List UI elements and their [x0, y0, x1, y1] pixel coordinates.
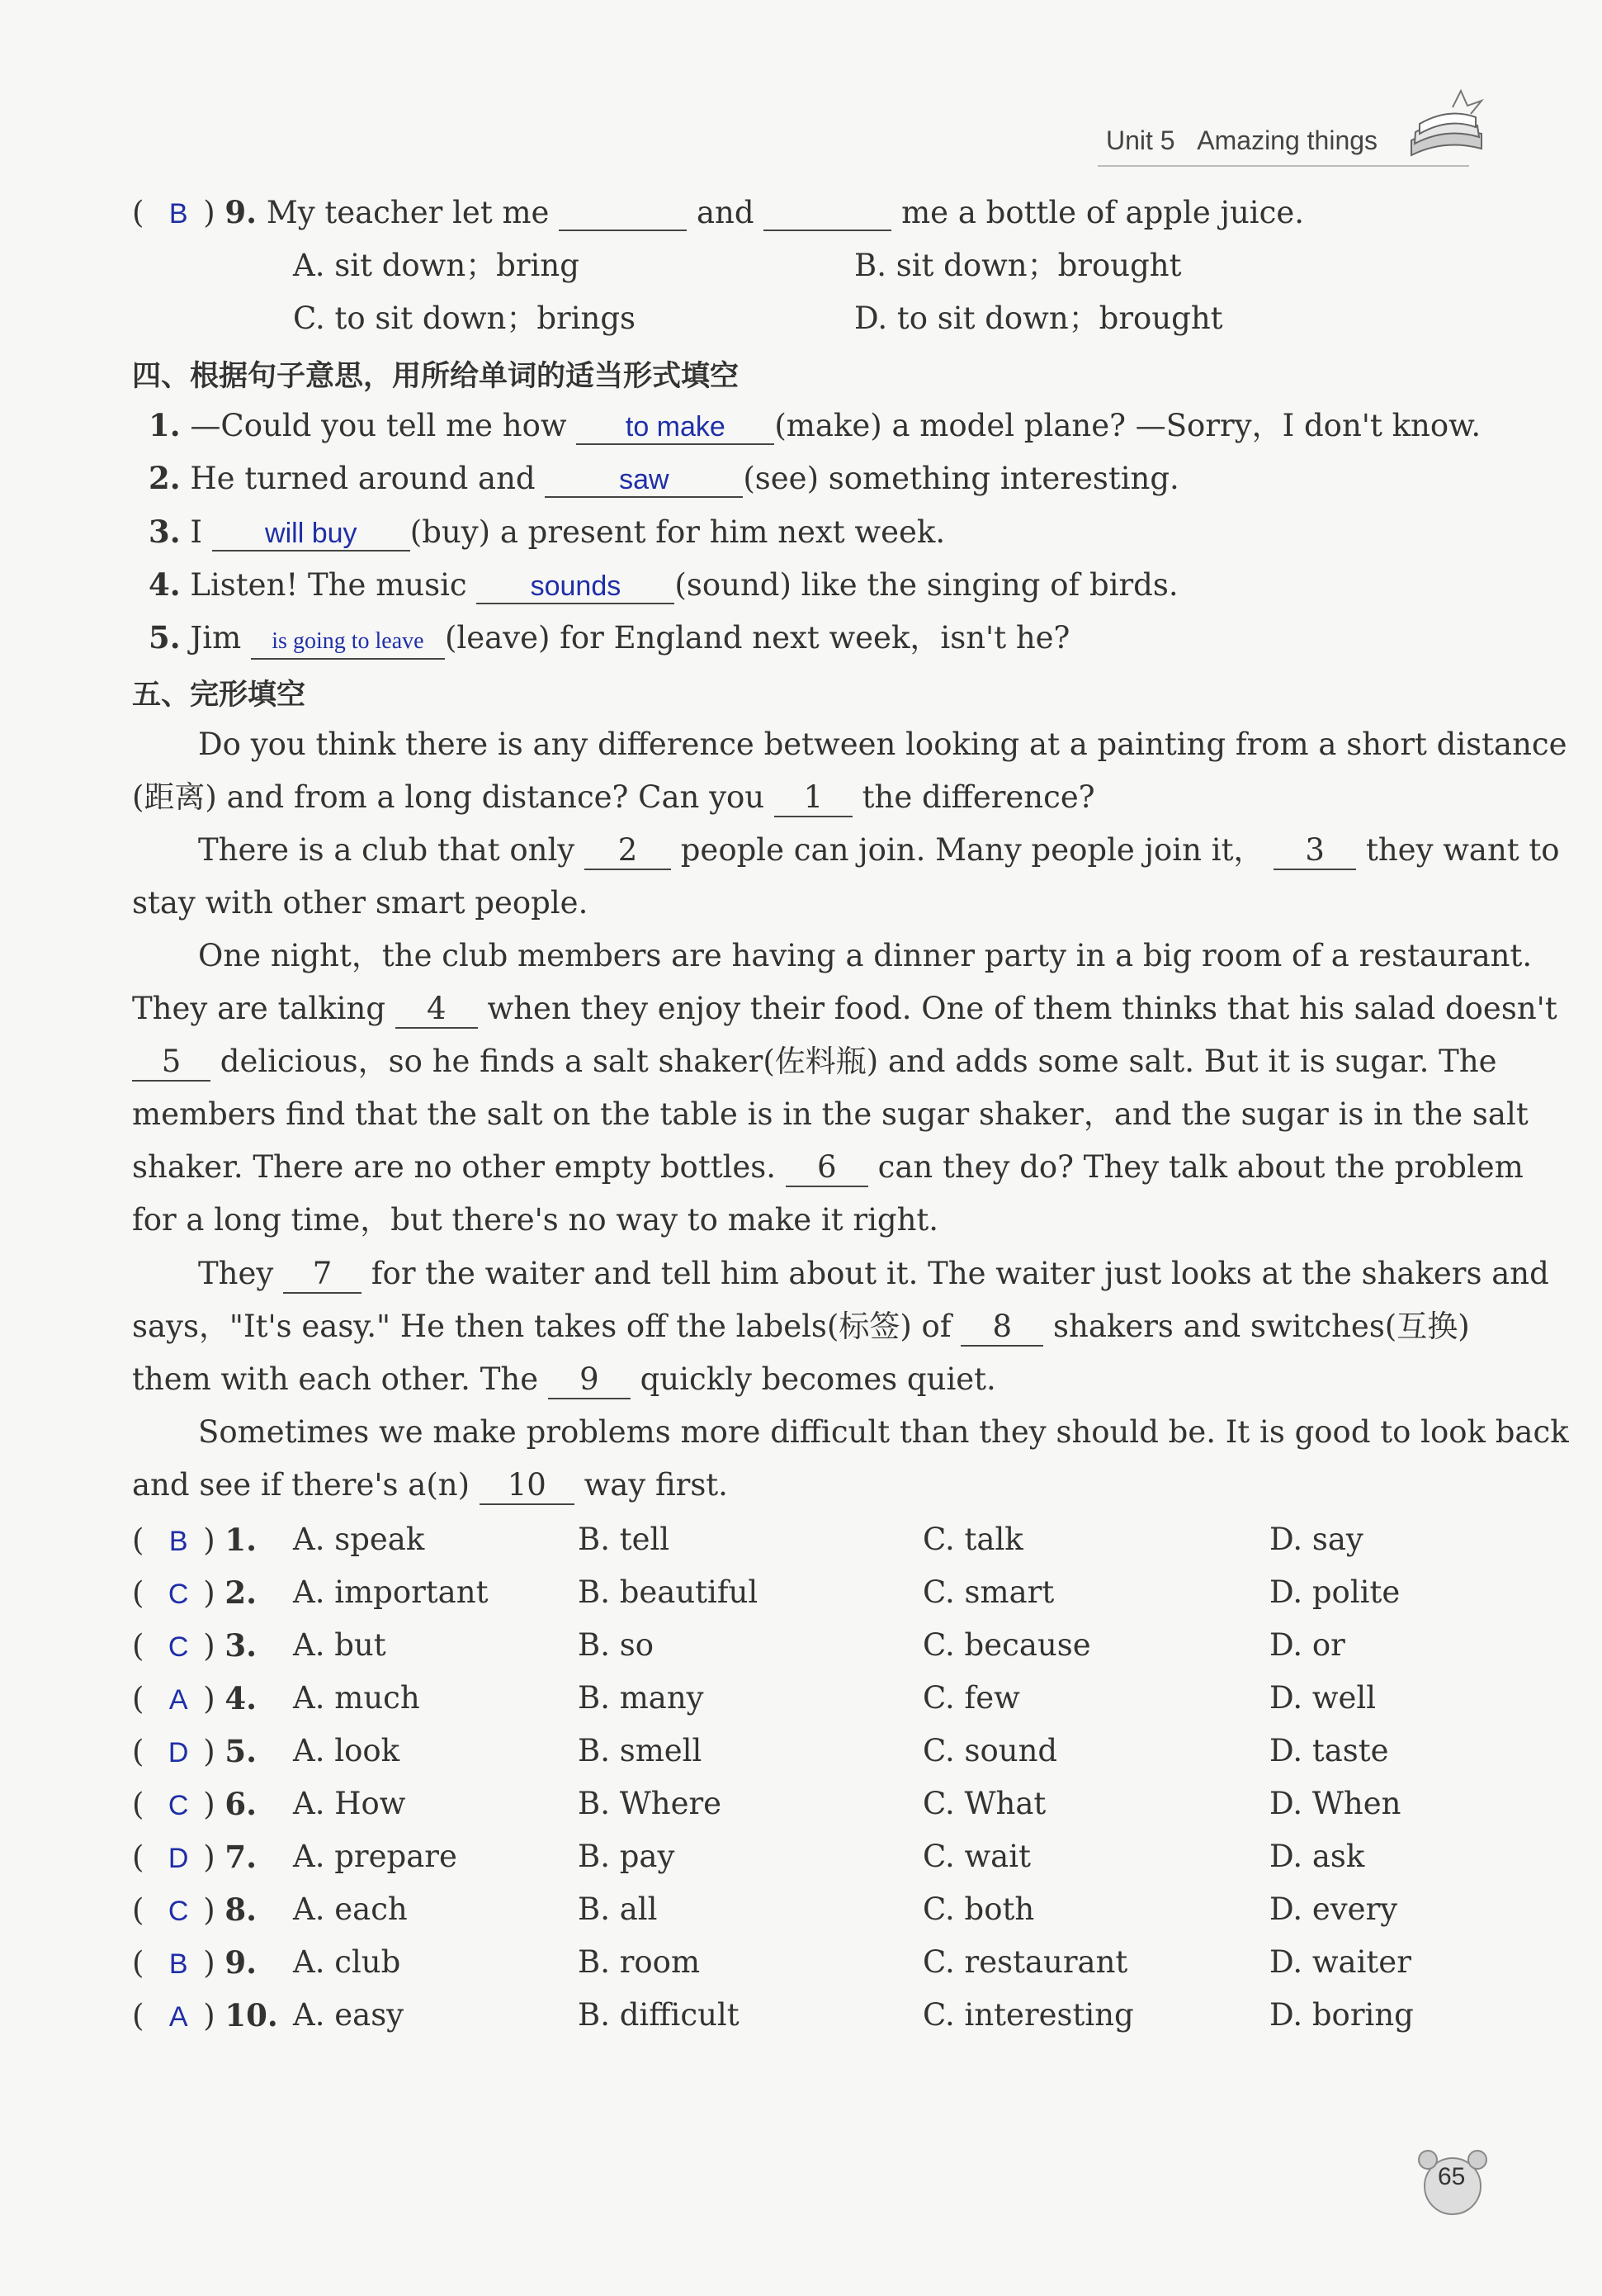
choice-option-d[interactable]: D. every — [1269, 1891, 1398, 1927]
q9-num: 9. — [224, 194, 258, 230]
blank-5[interactable]: 5 — [132, 1044, 210, 1082]
choice-option-a[interactable]: A. each — [293, 1891, 408, 1927]
blank-4[interactable]: 4 — [395, 991, 478, 1029]
p3-line4: members find that the salt on the table is in the sugar shaker，and the sugar is in the salt — [132, 1096, 1529, 1132]
choice-row: ( B ) 1. — [132, 1522, 269, 1560]
choice-option-d[interactable]: D. boring — [1269, 1997, 1414, 2033]
s4-item-4 — [149, 566, 1179, 604]
p4-line2 — [132, 1309, 1470, 1347]
choice-num: 5. — [224, 1733, 258, 1769]
choice-num: 3. — [224, 1627, 258, 1664]
s4-item-5 — [149, 619, 1070, 660]
choice-num: 4. — [224, 1680, 258, 1716]
choice-option-a[interactable]: A. speak — [293, 1522, 425, 1557]
choice-row: ( A ) 10. — [132, 1997, 278, 2033]
choice-num: 1. — [224, 1522, 258, 1558]
choice-answer[interactable]: C — [168, 1579, 189, 1610]
choice-option-c[interactable]: C. interesting — [923, 1997, 1134, 2033]
blank-7[interactable]: 7 — [283, 1256, 362, 1294]
choice-option-d[interactable]: D. say — [1269, 1522, 1363, 1557]
blank-8[interactable]: 8 — [961, 1309, 1043, 1347]
choice-num: 10. — [224, 1997, 278, 2033]
s4-num-1: 1. — [149, 407, 181, 443]
p4-line3-b: quickly becomes quiet. — [640, 1361, 996, 1397]
choice-option-c[interactable]: C. smart — [923, 1574, 1055, 1610]
q9-text-c: me a bottle of apple juice. — [901, 195, 1304, 230]
choice-option-d[interactable]: D. When — [1269, 1786, 1401, 1821]
choice-answer[interactable]: C — [168, 1790, 189, 1821]
s4-item-1 — [149, 407, 1481, 445]
p3-line2 — [132, 991, 1557, 1029]
s4-num-2: 2. — [149, 460, 181, 496]
choice-option-d[interactable]: D. or — [1269, 1627, 1345, 1663]
s4-pre-5: Jim — [190, 620, 242, 656]
p1-line2-b: the difference? — [862, 779, 1095, 815]
choice-option-c[interactable]: C. talk — [923, 1522, 1023, 1557]
choice-row: ( C ) 2. — [132, 1574, 269, 1612]
choice-row: ( C ) 8. — [132, 1891, 269, 1929]
choice-option-a[interactable]: A. How — [293, 1786, 406, 1821]
p4-line3 — [132, 1361, 996, 1399]
q9-answer[interactable]: B — [168, 198, 188, 230]
choice-option-b[interactable]: B. many — [578, 1680, 704, 1716]
choice-answer[interactable]: D — [168, 1737, 189, 1768]
unit-title: Amazing things — [1197, 125, 1378, 155]
s4-pre-4: Listen! The music — [190, 567, 467, 603]
choice-option-b[interactable]: B. all — [578, 1891, 658, 1927]
choice-option-a[interactable]: A. important — [293, 1574, 489, 1610]
choice-row: ( A ) 4. — [132, 1680, 269, 1718]
s4-item-2 — [149, 460, 1179, 498]
blank-9[interactable]: 9 — [548, 1361, 631, 1399]
choice-row: ( C ) 3. — [132, 1627, 269, 1665]
p3-line3 — [132, 1044, 1497, 1082]
p3-line6: for a long time，but there's no way to make it right. — [132, 1202, 939, 1238]
choice-option-a[interactable]: A. much — [293, 1680, 420, 1716]
p5-line2 — [132, 1467, 728, 1505]
q9-text-a: My teacher let me — [266, 195, 550, 230]
s4-num-3: 3. — [149, 514, 181, 550]
q9-option-c: C. to sit down；brings — [293, 301, 636, 336]
p2-line1-a: There is a club that only — [198, 832, 575, 868]
choice-option-c[interactable]: C. both — [923, 1891, 1035, 1927]
book-icon — [1403, 83, 1494, 165]
p2-line2: stay with other smart people. — [132, 885, 588, 921]
s4-answer-3[interactable]: will buy — [212, 517, 410, 552]
choice-option-a[interactable]: A. club — [293, 1944, 401, 1980]
s4-answer-4[interactable]: sounds — [476, 570, 674, 604]
choice-option-a[interactable]: A. easy — [293, 1997, 404, 2033]
choice-answer[interactable]: A — [168, 1684, 188, 1716]
p1-line1: Do you think there is any difference between looking at a painting from a short distance — [198, 727, 1567, 762]
choice-answer[interactable]: B — [168, 1948, 188, 1980]
choice-row: ( D ) 7. — [132, 1839, 269, 1877]
choice-option-b[interactable]: B. pay — [578, 1839, 675, 1874]
p3-line5-a: shaker. There are no other empty bottles. — [132, 1149, 777, 1185]
s4-item-3 — [149, 514, 945, 552]
choice-option-a[interactable]: A. but — [293, 1627, 386, 1663]
header-rule — [1098, 165, 1469, 167]
s4-answer-1[interactable]: to make — [576, 410, 774, 445]
p3-line2-a: They are talking — [132, 991, 386, 1026]
p2-line1-c: they want to — [1365, 832, 1560, 868]
choice-answer[interactable]: C — [168, 1631, 189, 1663]
p4-line1 — [198, 1256, 1549, 1294]
s4-pre-1: —Could you tell me how — [190, 408, 567, 443]
choice-num: 9. — [224, 1944, 258, 1981]
choice-option-c[interactable]: C. few — [923, 1680, 1020, 1716]
choice-row: ( B ) 9. — [132, 1944, 269, 1982]
p2-line1 — [198, 832, 1560, 870]
choice-option-b[interactable]: B. Where — [578, 1786, 722, 1821]
choice-option-b[interactable]: B. room — [578, 1944, 701, 1980]
blank-2[interactable]: 2 — [584, 832, 671, 870]
s4-post-1: (make) a model plane? —Sorry，I don't know. — [774, 408, 1481, 443]
p4-line2-a: says，"It's easy." He then takes off the labels(标签) of — [132, 1309, 952, 1344]
p5-line1: Sometimes we make problems more difficult than they should be. It is good to look back — [198, 1414, 1569, 1450]
p3-line5-b: can they do? They talk about the problem — [877, 1149, 1524, 1185]
choice-row: ( D ) 5. — [132, 1733, 269, 1771]
p3-line2-b: when they enjoy their food. One of them thinks that his salad doesn't — [487, 991, 1557, 1026]
blank-3[interactable]: 3 — [1274, 832, 1356, 870]
choice-num: 7. — [224, 1839, 258, 1875]
q9-option-b: B. sit down；brought — [854, 248, 1182, 283]
choice-option-c[interactable]: C. sound — [923, 1733, 1058, 1768]
p1-line2 — [132, 779, 1095, 817]
choice-option-d[interactable]: D. well — [1269, 1680, 1377, 1716]
s4-post-5: (leave) for England next week，isn't he? — [444, 620, 1070, 656]
choice-answer[interactable]: C — [168, 1896, 189, 1927]
s4-num-5: 5. — [149, 619, 181, 656]
p4-line1-a: They — [198, 1256, 274, 1291]
p3-line1: One night，the club members are having a dinner party in a big room of a restaurant. — [198, 938, 1533, 973]
p5-line2-a: and see if there's a(n) — [132, 1467, 470, 1503]
blank-10[interactable]: 10 — [480, 1467, 574, 1505]
s4-answer-5[interactable]: is going to leave — [251, 625, 445, 660]
blank-1[interactable]: 1 — [774, 779, 853, 817]
q9-blank-1[interactable] — [559, 196, 687, 231]
s4-post-3: (buy) a present for him next week. — [409, 514, 946, 550]
choice-option-d[interactable]: D. polite — [1269, 1574, 1401, 1610]
choice-option-b[interactable]: B. tell — [578, 1522, 670, 1557]
q9-text-b: and — [696, 195, 754, 230]
choice-option-b[interactable]: B. difficult — [578, 1997, 740, 2033]
choice-num: 8. — [224, 1891, 258, 1928]
choice-option-c[interactable]: C. What — [923, 1786, 1047, 1821]
choice-option-b[interactable]: B. so — [578, 1627, 654, 1663]
q9-row: ( B ) 9. My teacher let me and me a bottle of apple juice. — [132, 194, 1304, 230]
choice-option-c[interactable]: C. wait — [923, 1839, 1031, 1874]
section5-title: 五、完形填空 — [132, 679, 306, 712]
choice-option-c[interactable]: C. restaurant — [923, 1944, 1128, 1980]
p4-line3-a: them with each other. The — [132, 1361, 539, 1397]
unit-label: Unit 5 — [1106, 125, 1175, 155]
choice-answer[interactable]: B — [168, 1526, 188, 1557]
choice-option-d[interactable]: D. waiter — [1269, 1944, 1411, 1980]
s4-num-4: 4. — [149, 566, 181, 603]
p5-line2-b: way first. — [584, 1467, 728, 1503]
choice-option-c[interactable]: C. because — [923, 1627, 1091, 1663]
p4-line1-b: for the waiter and tell him about it. The waiter just looks at the shakers and — [371, 1256, 1549, 1291]
p4-line2-b: shakers and switches(互换) — [1053, 1309, 1470, 1344]
choice-num: 2. — [224, 1574, 258, 1611]
q9-option-a: A. sit down；bring — [293, 248, 579, 283]
choice-option-a[interactable]: A. prepare — [293, 1839, 457, 1874]
choice-option-d[interactable]: D. taste — [1269, 1733, 1389, 1768]
q9-blank-2[interactable] — [763, 196, 891, 231]
choice-num: 6. — [224, 1786, 258, 1822]
choice-answer[interactable]: A — [168, 2001, 188, 2033]
s4-pre-3: I — [190, 514, 203, 550]
blank-6[interactable]: 6 — [786, 1149, 868, 1187]
choice-answer[interactable]: D — [168, 1843, 189, 1874]
choice-row: ( C ) 6. — [132, 1786, 269, 1824]
section4-title: 四、根据句子意思，用所给单词的适当形式填空 — [132, 360, 740, 393]
choice-option-b[interactable]: B. beautiful — [578, 1574, 758, 1610]
s4-post-2: (see) something interesting. — [743, 461, 1179, 496]
page-number: 65 — [1438, 2163, 1466, 2190]
p3-line3-text: delicious，so he finds a salt shaker(佐料瓶) and adds some salt. But it is sugar. The — [220, 1044, 1497, 1079]
s4-pre-2: He turned around and — [190, 461, 536, 496]
p2-line1-b: people can join. Many people join it， — [680, 832, 1264, 868]
p3-line5 — [132, 1149, 1524, 1187]
choice-option-d[interactable]: D. ask — [1269, 1839, 1365, 1874]
s4-post-4: (sound) like the singing of birds. — [674, 567, 1179, 603]
choice-option-b[interactable]: B. smell — [578, 1733, 702, 1768]
s4-answer-2[interactable]: saw — [545, 463, 743, 498]
p1-line2-a: (距离) and from a long distance? Can you — [132, 779, 765, 815]
header-unit — [1106, 125, 1378, 156]
choice-option-a[interactable]: A. look — [293, 1733, 400, 1768]
q9-option-d: D. to sit down；brought — [854, 301, 1223, 336]
